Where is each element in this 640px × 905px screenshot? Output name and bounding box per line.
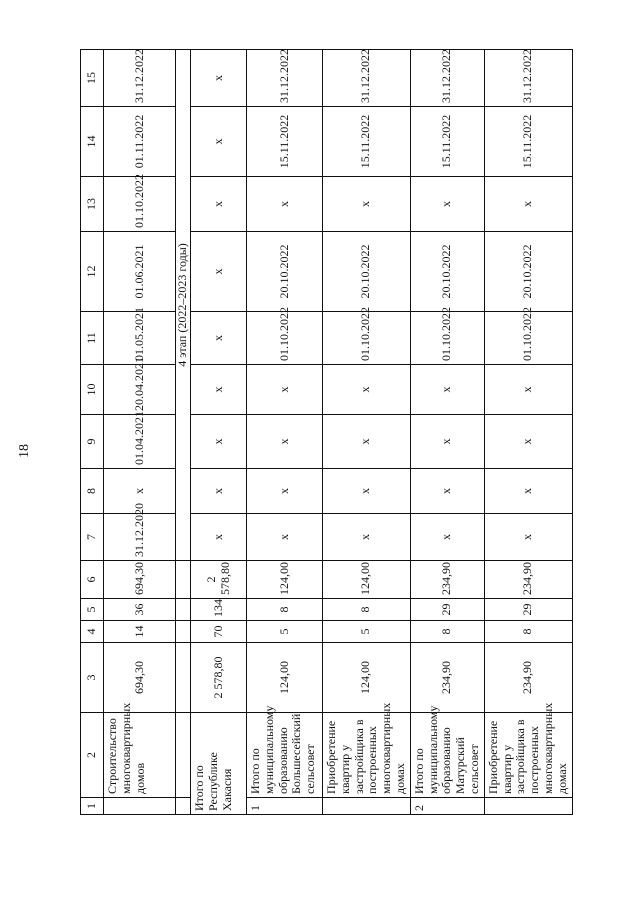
table-cell: 124,00 bbox=[323, 561, 411, 599]
table-row bbox=[247, 50, 323, 815]
table-cell: 8 bbox=[323, 599, 411, 621]
table-cell: 2 578,80 bbox=[191, 561, 247, 599]
table-cell: 70 bbox=[191, 621, 247, 643]
stage-spacer bbox=[176, 643, 191, 713]
table-cell: x bbox=[410, 514, 484, 561]
table-cell: x bbox=[247, 514, 323, 561]
stage-spacer bbox=[176, 713, 191, 798]
table-cell: x bbox=[247, 177, 323, 232]
row-title: Строительство многоквартирных домов bbox=[104, 713, 176, 798]
table-cell: 15.11.2022 bbox=[484, 107, 572, 177]
table-cell: 31.12.2022 bbox=[323, 50, 411, 107]
header-cell: 1 bbox=[81, 798, 104, 815]
page-number: 18 bbox=[17, 444, 32, 458]
table-cell: x bbox=[191, 469, 247, 514]
table-cell: 20.10.2022 bbox=[323, 232, 411, 312]
table-cell: 14 bbox=[104, 621, 176, 643]
stage-spacer bbox=[176, 561, 191, 599]
row-title: Итого по Республике Хакасия bbox=[191, 713, 247, 815]
header-cell: 10 bbox=[81, 365, 104, 415]
row-title: Итого по муниципальному образованию Матурский сельсовет bbox=[410, 713, 484, 798]
table-cell: 01.05.2021 bbox=[104, 312, 176, 365]
table-row bbox=[323, 50, 411, 815]
table-cell: 20.04.2021 bbox=[104, 365, 176, 415]
table-cell: 20.10.2022 bbox=[484, 232, 572, 312]
table-cell: x bbox=[323, 177, 411, 232]
table-cell: x bbox=[191, 232, 247, 312]
header-cell: 3 bbox=[81, 643, 104, 713]
table-cell: 8 bbox=[484, 621, 572, 643]
row-number bbox=[104, 798, 176, 815]
table-cell: 31.12.2022 bbox=[247, 50, 323, 107]
row-title: Приобретение квартир у застройщика в построенных многоквартирных домах bbox=[323, 713, 411, 798]
header-cell: 13 bbox=[81, 177, 104, 232]
table-cell: x bbox=[323, 514, 411, 561]
table-cell: 31.12.2022 bbox=[104, 50, 176, 107]
table-cell: x bbox=[410, 177, 484, 232]
table-row bbox=[104, 50, 176, 815]
table-cell: 29 bbox=[484, 599, 572, 621]
table-cell: x bbox=[247, 365, 323, 415]
table-cell: 134 bbox=[191, 599, 247, 621]
table-cell: 234,90 bbox=[410, 561, 484, 599]
header-cell: 5 bbox=[81, 599, 104, 621]
rotated-table-wrapper bbox=[80, 49, 569, 815]
table-cell: x bbox=[191, 177, 247, 232]
table-cell: 36 bbox=[104, 599, 176, 621]
row-number: 2 bbox=[410, 798, 484, 815]
table-cell: x bbox=[484, 177, 572, 232]
table-cell: x bbox=[191, 514, 247, 561]
table-cell: 234,90 bbox=[410, 643, 484, 713]
header-cell: 12 bbox=[81, 232, 104, 312]
header-cell: 11 bbox=[81, 312, 104, 365]
table-cell: x bbox=[484, 514, 572, 561]
table-cell: 15.11.2022 bbox=[247, 107, 323, 177]
table-cell: x bbox=[191, 107, 247, 177]
table-cell: x bbox=[191, 312, 247, 365]
header-cell: 9 bbox=[81, 415, 104, 469]
table-cell: 01.10.2022 bbox=[410, 312, 484, 365]
table-cell: x bbox=[484, 365, 572, 415]
header-cell: 14 bbox=[81, 107, 104, 177]
row-number bbox=[484, 798, 572, 815]
stage-spacer bbox=[176, 599, 191, 621]
row-number bbox=[323, 798, 411, 815]
table-cell: x bbox=[323, 365, 411, 415]
stage-table bbox=[80, 49, 573, 815]
table-cell: 124,00 bbox=[323, 643, 411, 713]
header-cell: 2 bbox=[81, 713, 104, 798]
table-cell: 31.12.2022 bbox=[410, 50, 484, 107]
table-cell: 01.10.2022 bbox=[484, 312, 572, 365]
table-cell: 01.10.2022 bbox=[323, 312, 411, 365]
table-cell: x bbox=[410, 415, 484, 469]
table-cell: 15.11.2022 bbox=[410, 107, 484, 177]
table-cell: 2 578,80 bbox=[191, 643, 247, 713]
table-cell: x bbox=[247, 415, 323, 469]
table-cell: 29 bbox=[410, 599, 484, 621]
table-cell: 234,90 bbox=[484, 643, 572, 713]
table-cell: 694,30 bbox=[104, 561, 176, 599]
row-title: Приобретение квартир у застройщика в построенных многоквартирных домах bbox=[484, 713, 572, 798]
table-cell: x bbox=[247, 469, 323, 514]
table-cell: x bbox=[104, 469, 176, 514]
table-cell: x bbox=[410, 365, 484, 415]
stage-spacer bbox=[176, 621, 191, 643]
header-row bbox=[81, 50, 104, 815]
table-row bbox=[484, 50, 572, 815]
table-cell: 124,00 bbox=[247, 643, 323, 713]
stage-label: 4 этап (2022–2023 годы) bbox=[176, 50, 191, 561]
header-cell: 8 bbox=[81, 469, 104, 514]
table-cell: 8 bbox=[247, 599, 323, 621]
header-cell: 4 bbox=[81, 621, 104, 643]
table-cell: x bbox=[410, 469, 484, 514]
table-cell: 8 bbox=[410, 621, 484, 643]
table-cell: 20.10.2022 bbox=[410, 232, 484, 312]
stage-spacer bbox=[176, 798, 191, 815]
table-cell: 01.10.2022 bbox=[247, 312, 323, 365]
table-row bbox=[191, 50, 247, 815]
table-cell: 01.11.2022 bbox=[104, 107, 176, 177]
table-cell: 694,30 bbox=[104, 643, 176, 713]
header-cell: 15 bbox=[81, 50, 104, 107]
table-cell: 31.12.2022 bbox=[484, 50, 572, 107]
table-cell: x bbox=[191, 415, 247, 469]
header-cell: 6 bbox=[81, 561, 104, 599]
row-number: 1 bbox=[247, 798, 323, 815]
stage-row bbox=[176, 50, 191, 815]
row-title: Итого по муниципальному образованию Большесейский сельсовет bbox=[247, 713, 323, 798]
table-cell: 124,00 bbox=[247, 561, 323, 599]
table-cell: 01.04.2021 bbox=[104, 415, 176, 469]
table-cell: 20.10.2022 bbox=[247, 232, 323, 312]
table-cell: x bbox=[191, 50, 247, 107]
table-cell: 01.10.2022 bbox=[104, 177, 176, 232]
table-cell: 31.12.2020 bbox=[104, 514, 176, 561]
table-cell: 01.06.2021 bbox=[104, 232, 176, 312]
table-cell: x bbox=[323, 415, 411, 469]
table-cell: x bbox=[484, 415, 572, 469]
table-cell: 5 bbox=[323, 621, 411, 643]
table-cell: x bbox=[191, 365, 247, 415]
table-cell: 234,90 bbox=[484, 561, 572, 599]
table-cell: x bbox=[323, 469, 411, 514]
table-cell: 5 bbox=[247, 621, 323, 643]
header-cell: 7 bbox=[81, 514, 104, 561]
table-row bbox=[410, 50, 484, 815]
table-cell: x bbox=[484, 469, 572, 514]
table-cell: 15.11.2022 bbox=[323, 107, 411, 177]
